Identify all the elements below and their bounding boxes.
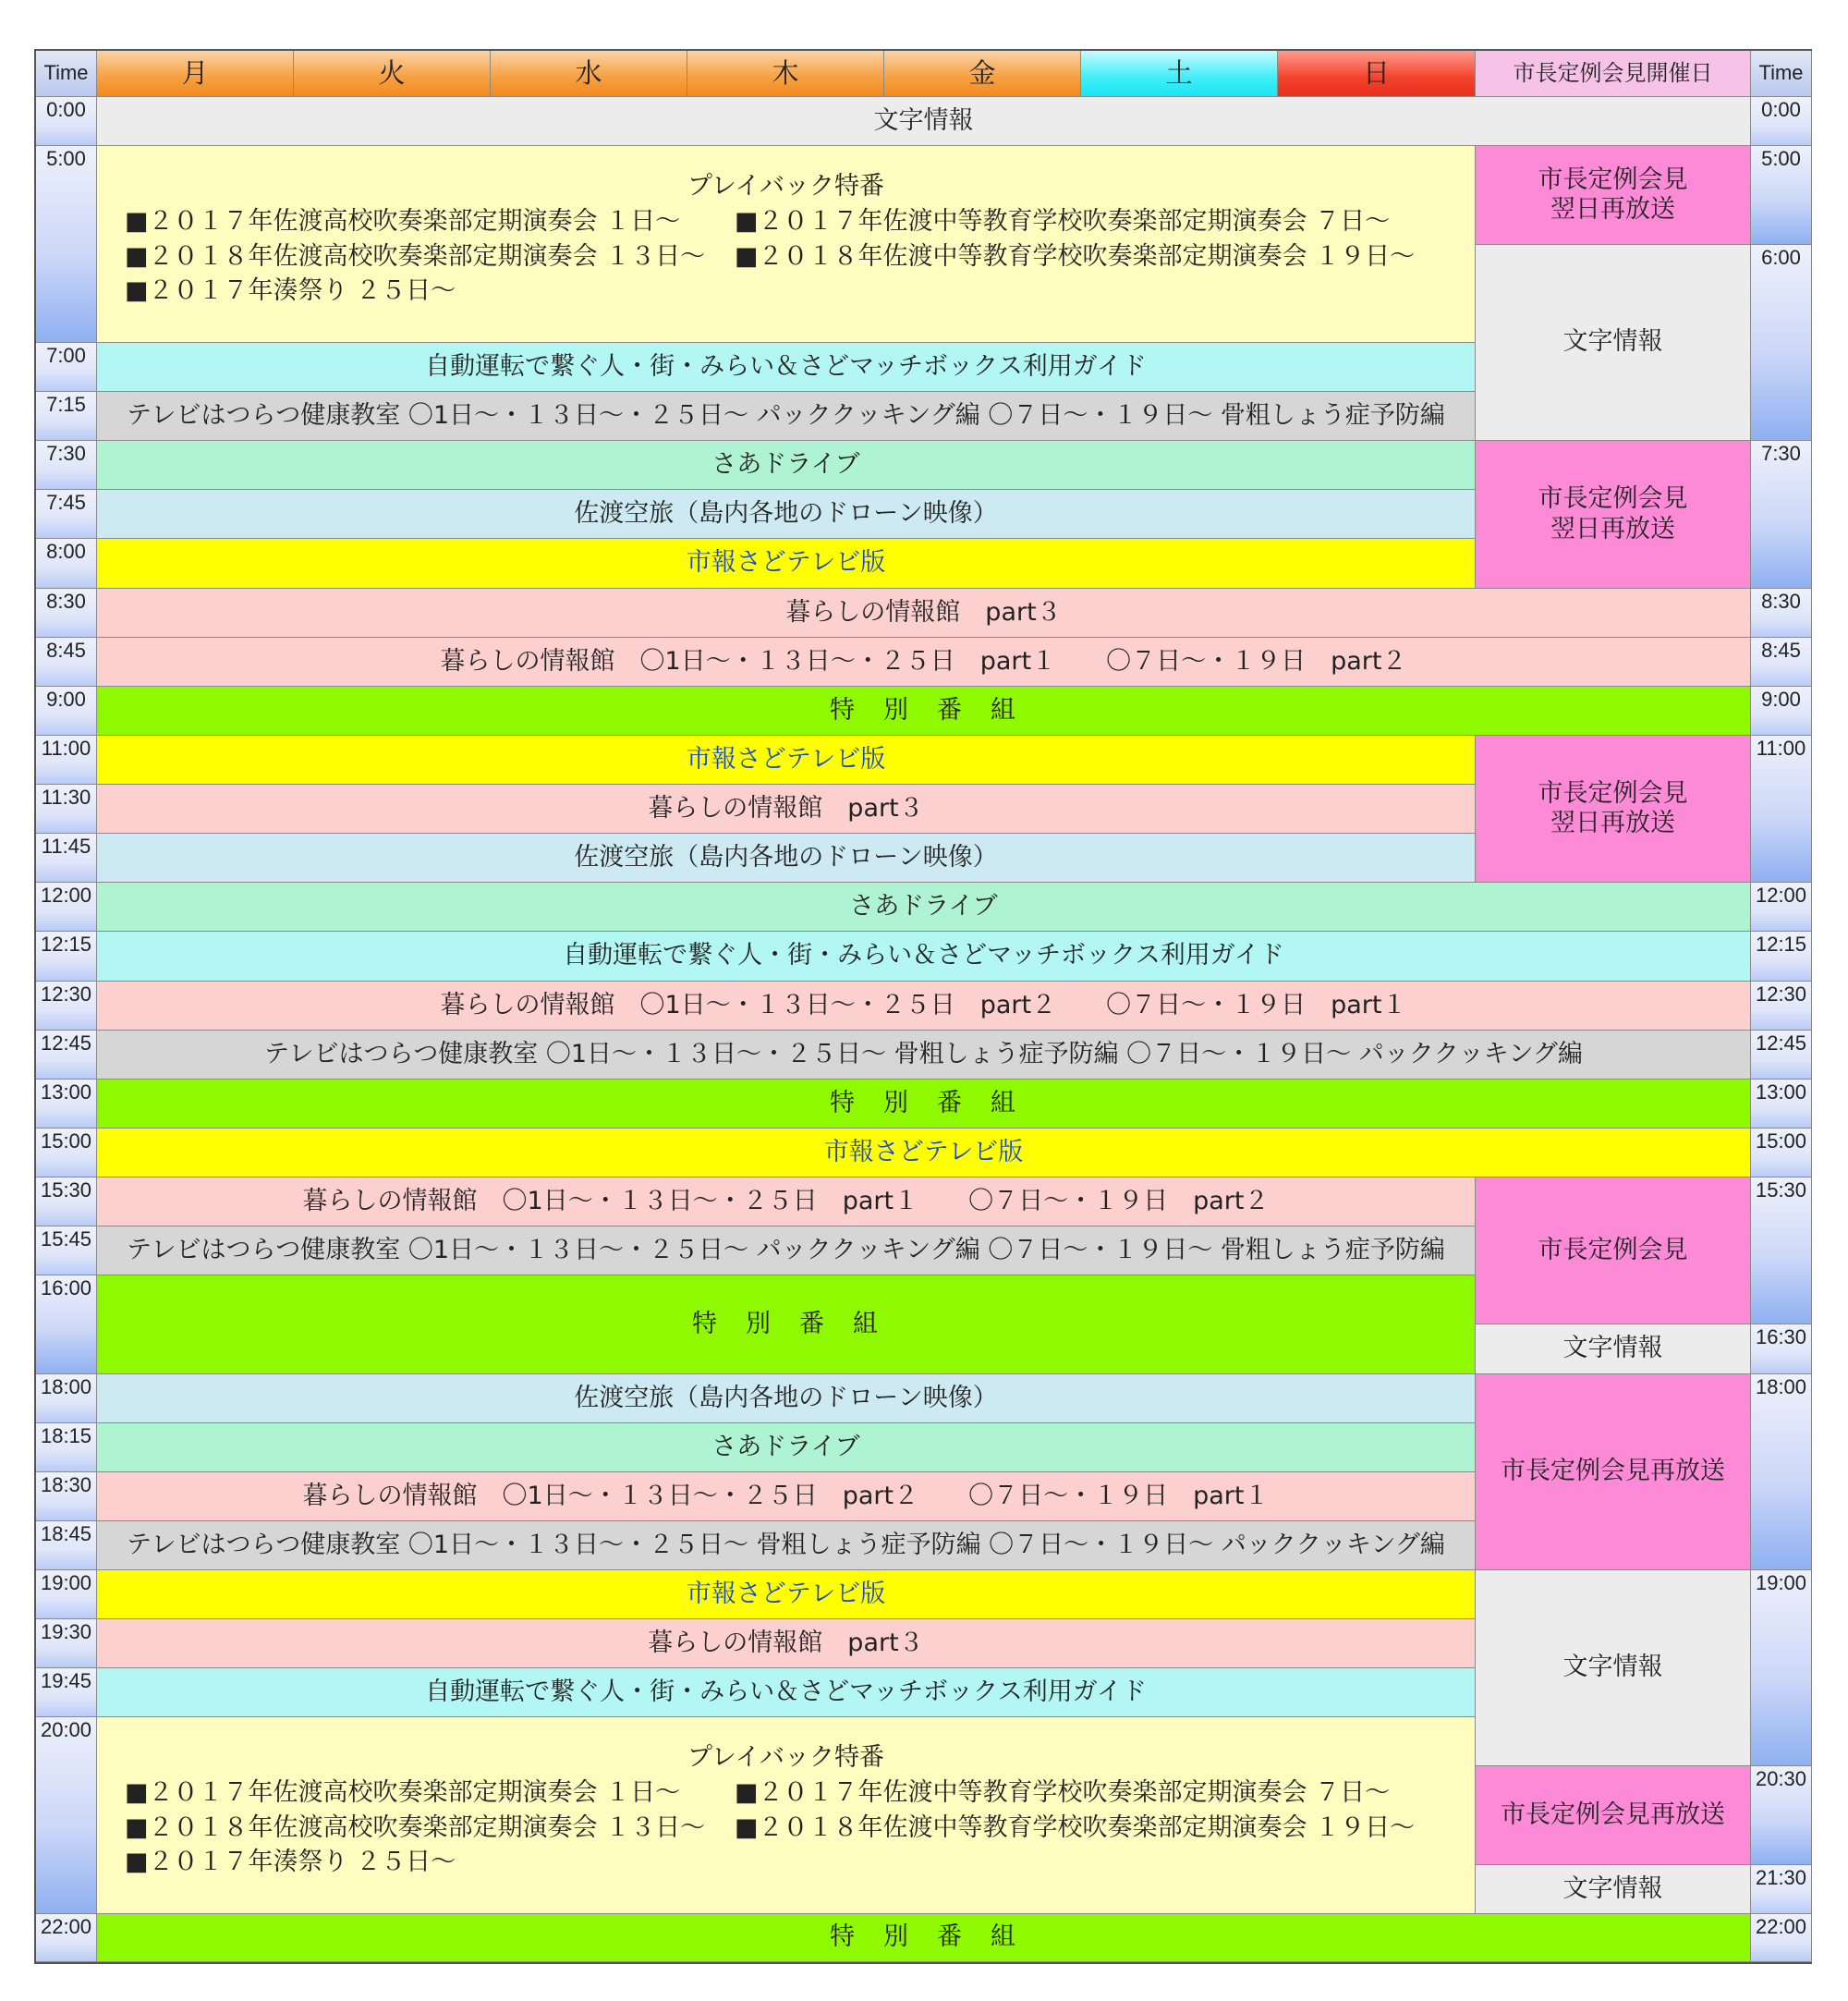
playback-title: プレイバック特番 bbox=[687, 172, 885, 201]
time-right-0000: 0:00 bbox=[1751, 97, 1812, 146]
time-right-1530: 15:30 bbox=[1751, 1177, 1812, 1324]
time-left-0000: 0:00 bbox=[36, 97, 97, 146]
header-day-wed: 水 bbox=[491, 51, 687, 97]
time-right-1215: 12:15 bbox=[1751, 932, 1812, 982]
time-left-1200: 12:00 bbox=[36, 883, 97, 932]
time-right-0730: 7:30 bbox=[1751, 441, 1812, 589]
press-rebroadcast-1100 bbox=[1476, 736, 1751, 883]
time-left-0830: 8:30 bbox=[36, 589, 97, 638]
program-tabi-1145: 佐渡空旅（島内各地のドローン映像） bbox=[97, 834, 1476, 883]
time-left-1815: 18:15 bbox=[36, 1423, 97, 1472]
playback-item: ■２０１８年佐渡高校吹奏楽部定期演奏会 １３日〜 bbox=[125, 1812, 706, 1842]
press-col-moji-2130: 文字情報 bbox=[1476, 1865, 1751, 1914]
press-col-moji-1630: 文字情報 bbox=[1476, 1324, 1751, 1374]
schedule-grid bbox=[34, 49, 1812, 1964]
time-left-0845: 8:45 bbox=[36, 638, 97, 687]
time-left-0745: 7:45 bbox=[36, 490, 97, 539]
time-left-1300: 13:00 bbox=[36, 1080, 97, 1129]
header-press-day: 市長定例会見開催日 bbox=[1476, 51, 1751, 97]
program-drive-0730: さあドライブ bbox=[97, 441, 1476, 490]
program-health-1245: テレビはつらつ健康教室 〇1日〜・１３日〜・２５日〜 骨粗しょう症予防編 〇７日〜・１９日〜 パッククッキング編 bbox=[97, 1031, 1751, 1080]
time-left-1215: 12:15 bbox=[36, 932, 97, 982]
time-left-1100: 11:00 bbox=[36, 736, 97, 785]
program-kurashi-1530: 暮らしの情報館 〇1日〜・１３日〜・２５日 part１ 〇７日〜・１９日 part２ bbox=[97, 1177, 1476, 1226]
press-col-moji-0600: 文字情報 bbox=[1476, 245, 1751, 441]
header-day-sun: 日 bbox=[1278, 51, 1476, 97]
time-right-1800: 18:00 bbox=[1751, 1374, 1812, 1570]
playback-list bbox=[97, 207, 1475, 306]
program-jidou-1945: 自動運転で繋ぐ人・街・みらい＆さどマッチボックス利用ガイド bbox=[97, 1668, 1476, 1717]
program-playback-0500 bbox=[97, 146, 1476, 343]
program-shiho-1900: 市報さどテレビ版 bbox=[97, 1570, 1476, 1619]
press-rebroadcast-1800: 市長定例会見再放送 bbox=[1476, 1374, 1751, 1570]
program-moji-0000: 文字情報 bbox=[97, 97, 1751, 146]
playback-item: ■２０１７年佐渡中等教育学校吹奏楽部定期演奏会 ７日〜 bbox=[735, 207, 1391, 237]
program-kurashi-0845: 暮らしの情報館 〇1日〜・１３日〜・２５日 part１ 〇７日〜・１９日 part２ bbox=[97, 638, 1751, 687]
playback-item: ■２０１７年佐渡中等教育学校吹奏楽部定期演奏会 ７日〜 bbox=[735, 1778, 1391, 1808]
header-time-left: Time bbox=[36, 51, 97, 97]
program-kurashi-1130: 暮らしの情報館 part３ bbox=[97, 785, 1476, 834]
program-tabi-0745: 佐渡空旅（島内各地のドローン映像） bbox=[97, 490, 1476, 539]
program-tabi-1800: 佐渡空旅（島内各地のドローン映像） bbox=[97, 1374, 1476, 1423]
press-rebroadcast-0730 bbox=[1476, 441, 1751, 589]
playback-title: プレイバック特番 bbox=[687, 1743, 885, 1772]
playback-item: ■２０１７年佐渡高校吹奏楽部定期演奏会 １日〜 bbox=[125, 207, 681, 237]
time-right-0500: 5:00 bbox=[1751, 146, 1812, 245]
header-day-fri: 金 bbox=[884, 51, 1081, 97]
press-rebroadcast-2030: 市長定例会見再放送 bbox=[1476, 1766, 1751, 1865]
time-right-2200: 22:00 bbox=[1751, 1914, 1812, 1962]
press-line-1: 市長定例会見 bbox=[1538, 484, 1688, 514]
time-left-1230: 12:30 bbox=[36, 982, 97, 1031]
time-left-0800: 8:00 bbox=[36, 539, 97, 589]
time-left-1800: 18:00 bbox=[36, 1374, 97, 1423]
program-shiho-1100: 市報さどテレビ版 bbox=[97, 736, 1476, 785]
program-health-1545: テレビはつらつ健康教室 〇1日〜・１３日〜・２５日〜 パッククッキング編 〇７日〜・１９日〜 骨粗しょう症予防編 bbox=[97, 1226, 1476, 1275]
time-right-1900: 19:00 bbox=[1751, 1570, 1812, 1766]
time-left-2000: 20:00 bbox=[36, 1717, 97, 1914]
playback-list bbox=[97, 1778, 1475, 1877]
program-health-1845: テレビはつらつ健康教室 〇1日〜・１３日〜・２５日〜 骨粗しょう症予防編 〇７日〜・１９日〜 パッククッキング編 bbox=[97, 1521, 1476, 1570]
program-kurashi-1230: 暮らしの情報館 〇1日〜・１３日〜・２５日 part２ 〇７日〜・１９日 part１ bbox=[97, 982, 1751, 1031]
time-right-1245: 12:45 bbox=[1751, 1031, 1812, 1080]
time-right-0600: 6:00 bbox=[1751, 245, 1812, 441]
program-drive-1200: さあドライブ bbox=[97, 883, 1751, 932]
time-left-1245: 12:45 bbox=[36, 1031, 97, 1080]
time-left-2200: 22:00 bbox=[36, 1914, 97, 1962]
program-shiho-0800: 市報さどテレビ版 bbox=[97, 539, 1476, 589]
press-rebroadcast-0500 bbox=[1476, 146, 1751, 245]
program-shiho-1500: 市報さどテレビ版 bbox=[97, 1129, 1751, 1177]
time-right-0900: 9:00 bbox=[1751, 687, 1812, 736]
program-kurashi-1930: 暮らしの情報館 part３ bbox=[97, 1619, 1476, 1668]
time-left-1600: 16:00 bbox=[36, 1275, 97, 1374]
time-left-1530: 15:30 bbox=[36, 1177, 97, 1226]
time-left-1500: 15:00 bbox=[36, 1129, 97, 1177]
time-left-1545: 15:45 bbox=[36, 1226, 97, 1275]
time-right-2130: 21:30 bbox=[1751, 1865, 1812, 1914]
press-line-2: 翌日再放送 bbox=[1550, 514, 1675, 543]
time-right-0830: 8:30 bbox=[1751, 589, 1812, 638]
program-drive-1815: さあドライブ bbox=[97, 1423, 1476, 1472]
program-jidou-0700: 自動運転で繋ぐ人・街・みらい＆さどマッチボックス利用ガイド bbox=[97, 343, 1476, 392]
time-right-1100: 11:00 bbox=[1751, 736, 1812, 883]
program-kurashi-1830: 暮らしの情報館 〇1日〜・１３日〜・２５日 part２ 〇７日〜・１９日 part１ bbox=[97, 1472, 1476, 1521]
program-tokubetsu-2200: 特 別 番 組 bbox=[97, 1914, 1751, 1962]
program-tokubetsu-1600: 特 別 番 組 bbox=[97, 1275, 1476, 1374]
playback-item: ■２０１７年湊祭り ２５日〜 bbox=[125, 276, 456, 306]
playback-item: ■２０１８年佐渡中等教育学校吹奏楽部定期演奏会 １９日〜 bbox=[735, 241, 1416, 271]
time-right-1500: 15:00 bbox=[1751, 1129, 1812, 1177]
time-left-1145: 11:45 bbox=[36, 834, 97, 883]
header-day-mon: 月 bbox=[97, 51, 294, 97]
time-right-1230: 12:30 bbox=[1751, 982, 1812, 1031]
time-right-0845: 8:45 bbox=[1751, 638, 1812, 687]
time-left-1830: 18:30 bbox=[36, 1472, 97, 1521]
program-jidou-1215: 自動運転で繋ぐ人・街・みらい＆さどマッチボックス利用ガイド bbox=[97, 932, 1751, 982]
time-left-1945: 19:45 bbox=[36, 1668, 97, 1717]
press-line-1: 市長定例会見 bbox=[1538, 165, 1688, 194]
press-col-moji-1900: 文字情報 bbox=[1476, 1570, 1751, 1766]
press-line-2: 翌日再放送 bbox=[1550, 195, 1675, 224]
header-day-tue: 火 bbox=[294, 51, 491, 97]
header-time-right: Time bbox=[1751, 51, 1812, 97]
time-right-2030: 20:30 bbox=[1751, 1766, 1812, 1865]
playback-item: ■２０１８年佐渡高校吹奏楽部定期演奏会 １３日〜 bbox=[125, 241, 706, 271]
program-tokubetsu-1300: 特 別 番 組 bbox=[97, 1080, 1751, 1129]
time-left-0730: 7:30 bbox=[36, 441, 97, 490]
time-left-1900: 19:00 bbox=[36, 1570, 97, 1619]
program-playback-2000 bbox=[97, 1717, 1476, 1914]
press-live-1530: 市長定例会見 bbox=[1476, 1177, 1751, 1324]
time-left-1930: 19:30 bbox=[36, 1619, 97, 1668]
header-day-sat: 土 bbox=[1081, 51, 1278, 97]
playback-item: ■２０１７年佐渡高校吹奏楽部定期演奏会 １日〜 bbox=[125, 1778, 681, 1808]
playback-item: ■２０１８年佐渡中等教育学校吹奏楽部定期演奏会 １９日〜 bbox=[735, 1812, 1416, 1842]
press-line-1: 市長定例会見 bbox=[1538, 778, 1688, 808]
time-left-0900: 9:00 bbox=[36, 687, 97, 736]
program-health-0715: テレビはつらつ健康教室 〇1日〜・１３日〜・２５日〜 パッククッキング編 〇７日〜・１９日〜 骨粗しょう症予防編 bbox=[97, 392, 1476, 441]
header-day-thu: 木 bbox=[687, 51, 884, 97]
program-kurashi-0830: 暮らしの情報館 part３ bbox=[97, 589, 1751, 638]
time-right-1630: 16:30 bbox=[1751, 1324, 1812, 1374]
press-line-2: 翌日再放送 bbox=[1550, 809, 1675, 837]
time-left-0500: 5:00 bbox=[36, 146, 97, 343]
time-left-0715: 7:15 bbox=[36, 392, 97, 441]
program-tokubetsu-0900: 特 別 番 組 bbox=[97, 687, 1751, 736]
playback-item: ■２０１７年湊祭り ２５日〜 bbox=[125, 1848, 456, 1877]
time-left-1845: 18:45 bbox=[36, 1521, 97, 1570]
time-right-1300: 13:00 bbox=[1751, 1080, 1812, 1129]
time-right-1200: 12:00 bbox=[1751, 883, 1812, 932]
time-left-1130: 11:30 bbox=[36, 785, 97, 834]
time-left-0700: 7:00 bbox=[36, 343, 97, 392]
